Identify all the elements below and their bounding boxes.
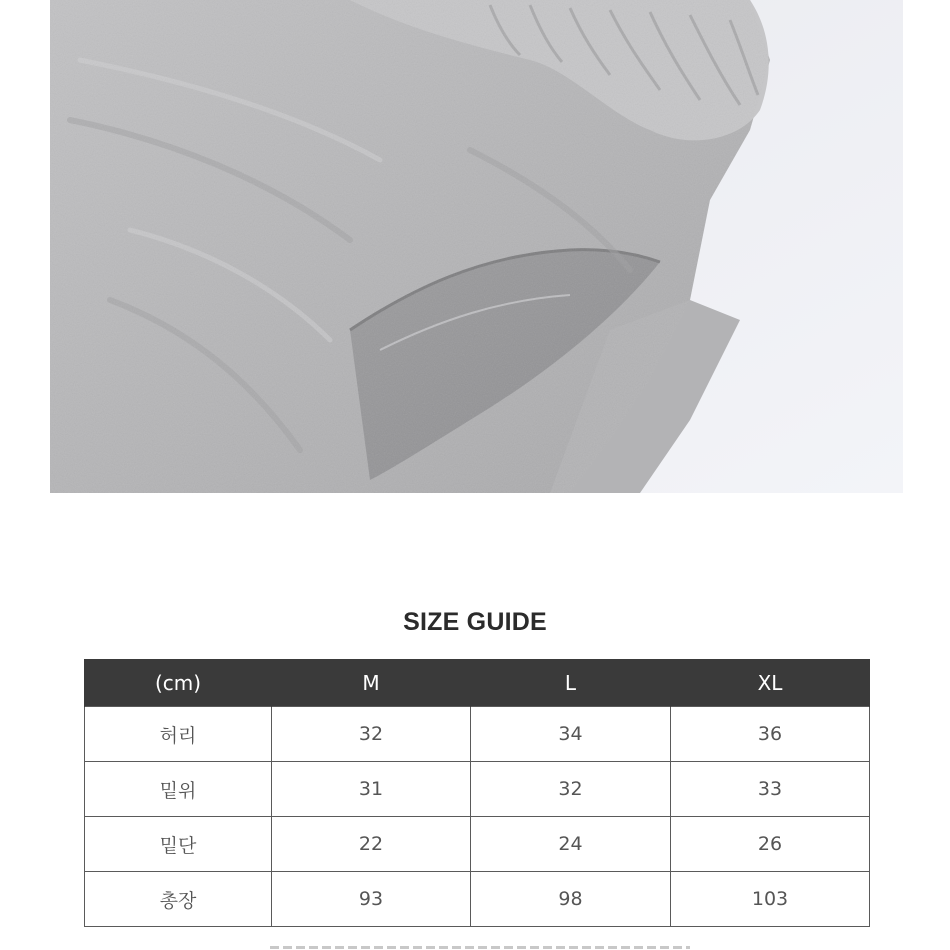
table-cell: 36: [671, 707, 870, 762]
table-cell: 22: [272, 817, 471, 872]
table-cell: 24: [471, 817, 671, 872]
size-header-m: M: [272, 659, 471, 707]
table-row: [85, 817, 870, 872]
row-label: 허리: [85, 707, 272, 762]
size-guide-title: SIZE GUIDE: [403, 608, 547, 636]
table-cell: 31: [272, 762, 471, 817]
row-label: 밑위: [85, 762, 272, 817]
table-cell: 98: [471, 872, 671, 927]
table-cell: 26: [671, 817, 870, 872]
sweatpants-illustration: [50, 0, 903, 493]
cropped-footnote: [270, 942, 690, 950]
table-cell: 32: [272, 707, 471, 762]
table-row: [85, 762, 870, 817]
table-cell: 33: [671, 762, 870, 817]
table-cell: 34: [471, 707, 671, 762]
table-cell: 32: [471, 762, 671, 817]
size-guide-table: [84, 659, 870, 927]
product-photo: [50, 0, 903, 493]
table-header-row: [85, 659, 870, 707]
table-row: [85, 707, 870, 762]
table-row: [85, 872, 870, 927]
size-header-l: L: [471, 659, 671, 707]
row-label: 밑단: [85, 817, 272, 872]
size-header-xl: XL: [671, 659, 870, 707]
row-label: 총장: [85, 872, 272, 927]
table-cell: 103: [671, 872, 870, 927]
table-cell: 93: [272, 872, 471, 927]
unit-header: (cm): [85, 659, 272, 707]
